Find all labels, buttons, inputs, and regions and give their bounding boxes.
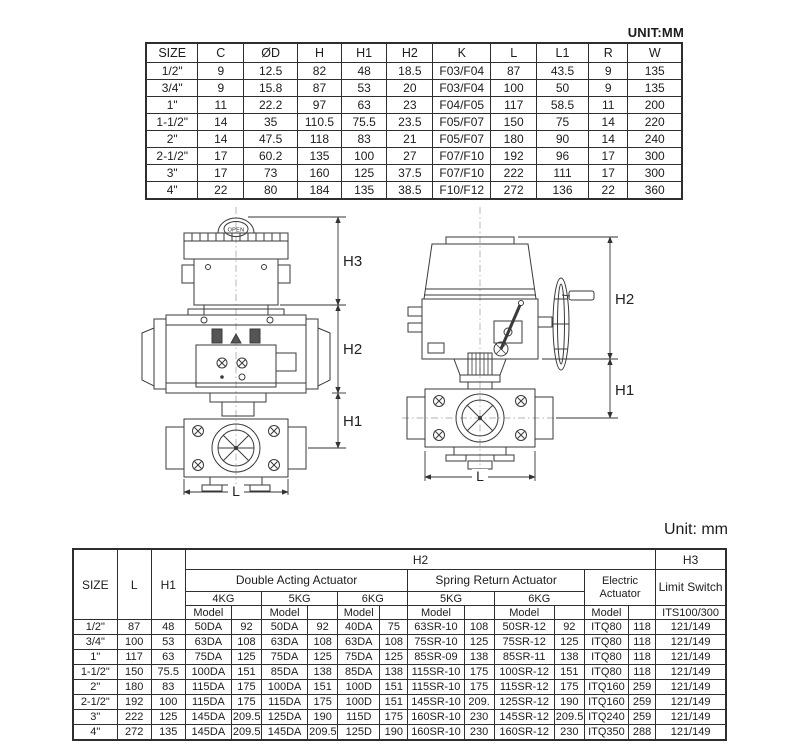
table-cell: 150: [491, 114, 537, 131]
table-cell: 209.5: [309, 726, 337, 738]
table-cell: F04/F05: [433, 97, 491, 114]
col-header-limit-switch: Limit Switch: [656, 570, 726, 606]
electric-actuator-housing: [408, 237, 538, 359]
table-cell: 75DA: [262, 650, 308, 665]
table-cell: 43.5: [537, 63, 589, 80]
table-row: [73, 665, 726, 680]
model-header: Model: [584, 606, 628, 620]
table-row: [146, 80, 682, 97]
table-cell: F07/F10: [433, 148, 491, 165]
table-cell: 125: [151, 710, 185, 725]
table-cell: 48: [151, 620, 185, 635]
table-cell: 100DA: [185, 665, 231, 680]
table-cell: 1-1/2": [73, 665, 117, 680]
table-cell: 272: [117, 725, 151, 741]
table-row: [146, 97, 682, 114]
table-cell: 118: [628, 650, 655, 665]
table-cell: 2-1/2": [146, 148, 198, 165]
table-cell: 209.5: [232, 726, 261, 738]
table-cell: 115DA: [185, 680, 231, 695]
col-header-size: SIZE: [146, 43, 198, 63]
valve-stem: [210, 393, 266, 416]
table-cell: 118: [628, 665, 655, 680]
table-cell: 100D: [338, 695, 380, 710]
table-cell: 300: [628, 148, 682, 165]
table-cell: 85DA: [262, 665, 308, 680]
table-cell: 1/2": [73, 620, 117, 635]
limit-switch-box: [182, 233, 290, 315]
table-cell: ITQ80: [584, 665, 628, 680]
table-cell: 17: [198, 165, 244, 182]
table-row: [146, 182, 682, 200]
model-h2-header-blank: [628, 606, 655, 620]
table-cell: 288: [628, 725, 655, 741]
table-cell: 121/149: [656, 635, 726, 650]
dimension-table: [145, 42, 683, 200]
table-cell: 259: [628, 680, 655, 695]
table-cell: 209.5: [232, 711, 261, 723]
table-cell: 35: [244, 114, 298, 131]
table-cell: 125: [554, 635, 584, 650]
col-header-5kg-sr: 5KG: [408, 592, 494, 606]
col-header-6kg-sr: 6KG: [494, 592, 584, 606]
table-cell: 108: [464, 620, 494, 635]
table-cell: 100D: [338, 680, 380, 695]
model-header: Model: [494, 606, 554, 620]
table-cell: 27: [387, 148, 433, 165]
table-cell: 4": [146, 182, 198, 200]
table-cell: 3/4": [146, 80, 198, 97]
table-cell: ITQ160: [584, 695, 628, 710]
table-cell: 117: [491, 97, 537, 114]
model-header: Model: [262, 606, 308, 620]
table-cell: 192: [117, 695, 151, 710]
table-cell: 14: [198, 131, 244, 148]
table-cell: 87: [491, 63, 537, 80]
table-row: [73, 680, 726, 695]
col-header-l: L: [117, 549, 151, 620]
unit-label-top: UNIT:MM: [627, 25, 684, 40]
table-cell: 73: [244, 165, 298, 182]
table-cell: 63SR-10: [408, 620, 464, 635]
table-cell: 118: [628, 620, 655, 635]
electric-actuator-drawing: [398, 203, 643, 501]
table-cell: 108: [231, 635, 261, 650]
table-cell: 108: [380, 635, 408, 650]
table-cell: 3": [73, 710, 117, 725]
table-cell: ITQ160: [584, 680, 628, 695]
table-cell: 175: [464, 680, 494, 695]
table-cell: 117: [117, 650, 151, 665]
table-cell: 118: [298, 131, 342, 148]
table-row: [73, 635, 726, 650]
table-cell: 115SR-12: [494, 680, 554, 695]
table-cell: 222: [491, 165, 537, 182]
table-cell: 230: [464, 710, 494, 725]
actuator-selection-table: [72, 548, 727, 741]
dim-label-h3: H3: [343, 253, 363, 270]
table-cell: 175: [231, 695, 261, 710]
table-cell: 209.: [464, 695, 494, 710]
table-cell: 75.5: [341, 114, 387, 131]
table-cell: 138: [380, 665, 408, 680]
table-cell: 121/149: [656, 725, 726, 741]
table-cell: 145DA: [185, 710, 231, 725]
table-cell: 82: [298, 63, 342, 80]
table-cell: 108: [308, 635, 338, 650]
table-cell: 222: [117, 710, 151, 725]
table-row: [73, 695, 726, 710]
table-cell: 75SR-10: [408, 635, 464, 650]
table-cell: 63DA: [262, 635, 308, 650]
table-cell: 1-1/2": [146, 114, 198, 131]
table-cell: 230: [464, 725, 494, 741]
table-cell: 83: [151, 680, 185, 695]
table-cell: 63DA: [185, 635, 231, 650]
table-cell: 14: [198, 114, 244, 131]
table-cell: 22.2: [244, 97, 298, 114]
dim-label-h1: H1: [343, 413, 363, 430]
table-cell: 100: [151, 695, 185, 710]
table-cell: 125: [464, 635, 494, 650]
table-cell: 75: [380, 620, 408, 635]
table-cell: 9: [198, 63, 244, 80]
table-cell: 175: [464, 665, 494, 680]
table-cell: 136: [537, 182, 589, 200]
table-cell: 100DA: [262, 680, 308, 695]
table-cell: 125D: [338, 725, 380, 741]
col-header-h1: H1: [151, 549, 185, 620]
table-cell: 15.8: [244, 80, 298, 97]
table-cell: 53: [151, 635, 185, 650]
table-cell: 151: [231, 665, 261, 680]
declutch-lever: [494, 301, 524, 357]
table-cell: 11: [588, 97, 627, 114]
table-cell: 135: [298, 148, 342, 165]
table-cell: 92: [231, 620, 261, 635]
table-cell: ITQ240: [584, 710, 628, 725]
dim-label-l: L: [476, 468, 484, 484]
table-cell: 125: [380, 650, 408, 665]
table-row: [146, 63, 682, 80]
table-cell: 87: [298, 80, 342, 97]
table-cell: 220: [628, 114, 682, 131]
table-cell: 50: [537, 80, 589, 97]
col-header-c: C: [198, 43, 244, 63]
table-cell: 92: [554, 620, 584, 635]
col-header-electric-actuator: Electric Actuator: [584, 570, 655, 606]
table-cell: 75.5: [151, 665, 185, 680]
table-cell: 175: [380, 710, 408, 725]
table-cell: 97: [298, 97, 342, 114]
table-cell: 9: [588, 80, 627, 97]
table-cell: 160SR-12: [494, 725, 554, 741]
col-header-l1: L1: [537, 43, 589, 63]
table-cell: 63: [151, 650, 185, 665]
table-cell: 11: [198, 97, 244, 114]
table-cell: 4": [73, 725, 117, 741]
open-indicator-label: OPEN: [227, 227, 245, 234]
table-cell: ITQ80: [584, 635, 628, 650]
table-cell: 118: [628, 635, 655, 650]
table-cell: 151: [308, 680, 338, 695]
table-cell: 60.2: [244, 148, 298, 165]
dim-label-h2: H2: [615, 291, 635, 308]
table-cell: 85SR-09: [408, 650, 464, 665]
col-header-h2: H2: [387, 43, 433, 63]
table-cell: 83: [341, 131, 387, 148]
table-cell: F07/F10: [433, 165, 491, 182]
table-cell: 240: [628, 131, 682, 148]
dim-label-l: L: [232, 483, 240, 499]
table-cell: 87: [117, 620, 151, 635]
table-cell: 53: [341, 80, 387, 97]
table-cell: 2": [146, 131, 198, 148]
table-cell: 125: [308, 650, 338, 665]
table-cell: 190: [380, 725, 408, 741]
table-cell: 3/4": [73, 635, 117, 650]
table-cell: 230: [554, 725, 584, 741]
table-cell: 100SR-12: [494, 665, 554, 680]
col-header-double-acting: Double Acting Actuator: [185, 570, 408, 592]
table-cell: 145DA: [185, 725, 231, 741]
table-cell: 259: [628, 710, 655, 725]
table-cell: F03/F04: [433, 80, 491, 97]
table-cell: 160SR-10: [408, 710, 464, 725]
side-plate-right: [318, 328, 330, 386]
table-row: [73, 650, 726, 665]
table-cell: 90: [537, 131, 589, 148]
table-cell: 150: [117, 665, 151, 680]
pipe-flange-right: [288, 427, 306, 469]
table-cell: 115SR-10: [408, 680, 464, 695]
table-cell: 121/149: [656, 710, 726, 725]
table-cell: 85SR-11: [494, 650, 554, 665]
table-cell: F10/F12: [433, 182, 491, 200]
table-cell: 115SR-10: [408, 665, 464, 680]
table-cell: 121/149: [656, 680, 726, 695]
table-row: [146, 165, 682, 182]
model-h2-header-blank: [380, 606, 408, 620]
col-header-5kg-da: 5KG: [262, 592, 338, 606]
table-cell: 47.5: [244, 131, 298, 148]
table-cell: 14: [588, 131, 627, 148]
table-cell: 17: [588, 148, 627, 165]
table-cell: 190: [308, 710, 338, 725]
table-cell: 23: [387, 97, 433, 114]
model-header: Model: [338, 606, 380, 620]
side-plate-left: [142, 328, 154, 386]
table-cell: 115D: [338, 710, 380, 725]
col-header-h: H: [298, 43, 342, 63]
table-cell: 1/2": [146, 63, 198, 80]
table-cell: 50DA: [262, 620, 308, 635]
table-cell: 75DA: [338, 650, 380, 665]
table-cell: 12.5: [244, 63, 298, 80]
table-cell: 125SR-12: [494, 695, 554, 710]
dimension-table-header-row: [146, 43, 682, 63]
table-cell: ITQ350: [584, 725, 628, 741]
table-cell: 160SR-10: [408, 725, 464, 741]
table-cell: 100: [117, 635, 151, 650]
table-cell: 75: [537, 114, 589, 131]
model-h2-header-blank: [464, 606, 494, 620]
table-cell: 38.5: [387, 182, 433, 200]
table-cell: 75SR-12: [494, 635, 554, 650]
dim-label-h2: H2: [343, 341, 363, 358]
table-cell: 175: [308, 695, 338, 710]
table-cell: 111: [537, 165, 589, 182]
table-row: [146, 114, 682, 131]
table-cell: 135: [151, 725, 185, 741]
col-header-h2: H2: [185, 549, 655, 570]
table-cell: 125: [341, 165, 387, 182]
table-cell: 21: [387, 131, 433, 148]
table-cell: 200: [628, 97, 682, 114]
table-cell: 135: [628, 80, 682, 97]
table-cell: 37.5: [387, 165, 433, 182]
table-row: [73, 710, 726, 725]
table-cell: 100: [491, 80, 537, 97]
table-cell: 17: [588, 165, 627, 182]
table-cell: 135: [628, 63, 682, 80]
table-cell: 135: [341, 182, 387, 200]
pneumatic-actuator-drawing: [130, 203, 368, 501]
model-h2-header-blank: [308, 606, 338, 620]
handwheel: [538, 278, 594, 370]
table-cell: 63DA: [338, 635, 380, 650]
table-cell: 209.5: [555, 711, 584, 723]
table-cell: 96: [537, 148, 589, 165]
table-cell: 50SR-12: [494, 620, 554, 635]
table-cell: 17: [198, 148, 244, 165]
model-header: Model: [185, 606, 231, 620]
table-cell: ITQ80: [584, 650, 628, 665]
table-cell: 360: [628, 182, 682, 200]
table-cell: 100: [341, 148, 387, 165]
table-cell: 22: [198, 182, 244, 200]
col-header-4kg: 4KG: [185, 592, 261, 606]
table-cell: 18.5: [387, 63, 433, 80]
model-h2-header-blank: [231, 606, 261, 620]
table-cell: 22: [588, 182, 627, 200]
table-cell: 121/149: [656, 620, 726, 635]
table-cell: 151: [554, 665, 584, 680]
table-cell: 92: [308, 620, 338, 635]
table-cell: 23.5: [387, 114, 433, 131]
table-cell: 175: [554, 680, 584, 695]
table-cell: ITQ80: [584, 620, 628, 635]
col-header-h1: H1: [341, 43, 387, 63]
table-cell: 138: [464, 650, 494, 665]
table-cell: 85DA: [338, 665, 380, 680]
col-header-r: R: [588, 43, 627, 63]
table-cell: 125: [231, 650, 261, 665]
table-cell: 63: [341, 97, 387, 114]
table-cell: 1": [73, 650, 117, 665]
table-cell: 2": [73, 680, 117, 695]
table-cell: 9: [198, 80, 244, 97]
table-cell: 121/149: [656, 695, 726, 710]
col-header-6kg-da: 6KG: [338, 592, 408, 606]
col-header-d: ØD: [244, 43, 298, 63]
limit-switch-model-header: ITS100/300: [656, 606, 726, 620]
table-row: [146, 148, 682, 165]
table-cell: 110.5: [298, 114, 342, 131]
table-cell: F03/F04: [433, 63, 491, 80]
solenoid-valve-block: [196, 329, 296, 387]
model-h2-header-blank: [554, 606, 584, 620]
table-cell: 300: [628, 165, 682, 182]
table-cell: 190: [554, 695, 584, 710]
table-cell: 151: [380, 695, 408, 710]
table-cell: 259: [628, 695, 655, 710]
table-cell: 180: [117, 680, 151, 695]
col-header-k: K: [433, 43, 491, 63]
table-cell: 192: [491, 148, 537, 165]
col-header-h3: H3: [656, 549, 726, 570]
table-cell: 48: [341, 63, 387, 80]
table-cell: 9: [588, 63, 627, 80]
table-cell: 2-1/2": [73, 695, 117, 710]
table-cell: 115DA: [262, 695, 308, 710]
table-cell: 145SR-12: [494, 710, 554, 725]
table-cell: 145DA: [262, 725, 308, 741]
table-cell: 121/149: [656, 650, 726, 665]
table-cell: 160: [298, 165, 342, 182]
table-row: [73, 620, 726, 635]
table-cell: 138: [554, 650, 584, 665]
unit-label-bottom: Unit: mm: [664, 521, 728, 538]
col-header-size: SIZE: [73, 549, 117, 620]
table-cell: 20: [387, 80, 433, 97]
table-cell: 40DA: [338, 620, 380, 635]
table-cell: 138: [308, 665, 338, 680]
header-row-groups: [73, 549, 726, 570]
table-cell: 3": [146, 165, 198, 182]
table-cell: F05/F07: [433, 114, 491, 131]
table-cell: 125DA: [262, 710, 308, 725]
table-cell: 14: [588, 114, 627, 131]
table-cell: 145SR-10: [408, 695, 464, 710]
table-cell: 80: [244, 182, 298, 200]
table-cell: 121/149: [656, 665, 726, 680]
table-cell: 58.5: [537, 97, 589, 114]
table-row: [73, 725, 726, 741]
col-header-l: L: [491, 43, 537, 63]
col-header-spring-return: Spring Return Actuator: [408, 570, 584, 592]
table-cell: 115DA: [185, 695, 231, 710]
dim-label-h1: H1: [615, 382, 635, 399]
pneumatic-actuator-body: [142, 309, 330, 393]
table-cell: 184: [298, 182, 342, 200]
table-cell: 50DA: [185, 620, 231, 635]
table-cell: 272: [491, 182, 537, 200]
pipe-flange-left: [166, 427, 184, 469]
table-cell: 75DA: [185, 650, 231, 665]
table-cell: 1": [146, 97, 198, 114]
table-row: [146, 131, 682, 148]
table-cell: F05/F07: [433, 131, 491, 148]
table-cell: 175: [231, 680, 261, 695]
col-header-w: W: [628, 43, 682, 63]
table-cell: 180: [491, 131, 537, 148]
table-cell: 151: [380, 680, 408, 695]
model-header: Model: [408, 606, 464, 620]
